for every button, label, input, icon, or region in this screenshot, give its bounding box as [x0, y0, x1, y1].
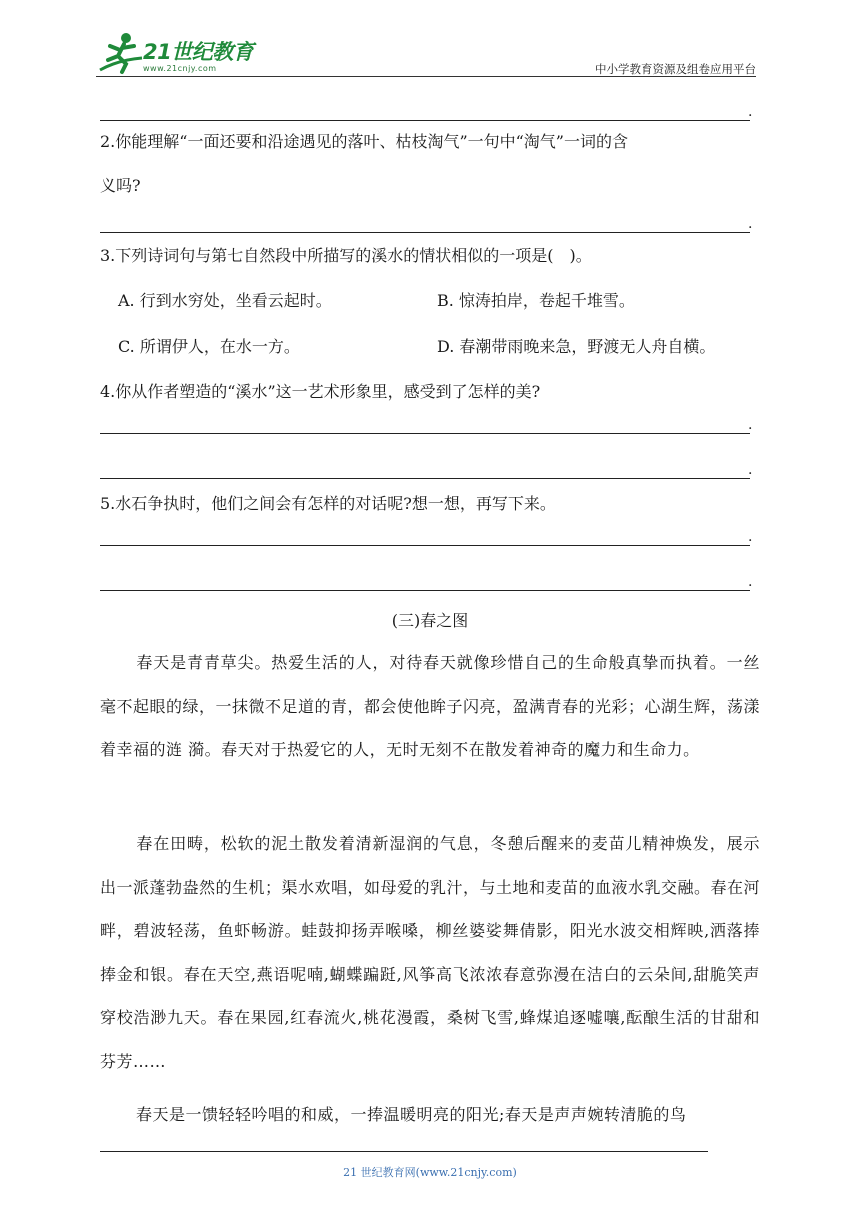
- logo-text: 21世纪教育: [143, 40, 254, 64]
- footer-text: 21 世纪教育网(www.21cnjy.com): [343, 1166, 517, 1179]
- option-d: D. 春潮带雨晚来急，野渡无人舟自横。: [437, 337, 716, 356]
- question-5: 5.水石争执时，他们之间会有怎样的对话呢?想一想，再写下来。: [100, 494, 556, 513]
- passage-paragraph-1: [100, 641, 760, 772]
- answer-line: [100, 545, 750, 546]
- answer-line-end: .: [748, 462, 753, 478]
- answer-line-end: .: [748, 529, 753, 545]
- passage-paragraph-2: [100, 822, 760, 1083]
- header-divider: [96, 76, 756, 77]
- option-a: A. 行到水穷处，坐看云起时。: [118, 291, 332, 310]
- answer-line: [100, 590, 750, 591]
- answer-line-end: .: [748, 216, 753, 232]
- answer-line: [100, 232, 750, 233]
- answer-line: [100, 478, 750, 479]
- question-2-line-1: 2.你能理解“一面还要和沿途遇见的落叶、枯枝淘气”一句中“淘气”一词的含: [100, 132, 628, 151]
- platform-name: 中小学教育资源及组卷应用平台: [595, 62, 756, 76]
- section-title: (三)春之图: [391, 611, 469, 630]
- answer-line-end: .: [748, 104, 753, 120]
- answer-line-end: .: [748, 417, 753, 433]
- option-b: B. 惊涛拍岸，卷起千堆雪。: [437, 291, 635, 310]
- paragraph-1-text: 春天是青青草尖。热爱生活的人，对待春天就像珍惜自己的生命般真挚而执着。一丝毫不起眼的绿，一抹微不足道的青，都会使他眸子闪亮，盈满青春的光彩；心湖生辉，荡漾着幸福的涟 漪。春天对于热爱它的人，无时无刻不在散发着神奇的魔力和生命力。: [100, 653, 761, 759]
- paragraph-2-text: 春在田畴，松软的泥土散发着清新湿润的气息，冬憩后醒来的麦苗儿精神焕发，展示出一派蓬勃盎然的生机；渠水欢唱，如母爱的乳汁，与土地和麦苗的血液水乳交融。春在河畔，碧波轻荡，鱼虾畅游。蛙鼓抑扬弄喉嗓，柳丝婆娑舞倩影，阳光水波交相辉映,洒落捧捧金和银。春在天空,燕语呢喃,蝴蝶蹁跹,风筝高飞浓浓春意弥漫在洁白的云朵间,甜脆笑声穿校浩渺九天。春在果园,红春流火,桃花漫霞，桑树飞雪,蜂煤追逐嘘嚷,酝酿生活的甘甜和芬芳……: [100, 834, 761, 1071]
- question-4: 4.你从作者塑造的“溪水”这一艺术形象里，感受到了怎样的美?: [100, 382, 541, 401]
- paragraph-3-text: 春天是一馈轻轻吟唱的和威，一捧温暖明亮的阳光;春天是声声婉转清脆的鸟: [136, 1105, 687, 1124]
- passage-paragraph-3: [100, 1093, 760, 1137]
- answer-line-end: .: [748, 574, 753, 590]
- question-3: 3.下列诗词句与第七自然段中所描写的溪水的情状相似的一项是( )。: [100, 246, 592, 265]
- question-2-line-2: 义吗?: [100, 176, 141, 195]
- runner-logo-icon: [96, 30, 146, 76]
- logo-url: www.21cnjy.com: [143, 64, 217, 73]
- footer-divider: [100, 1151, 708, 1152]
- answer-line: [100, 120, 750, 121]
- answer-line: [100, 433, 750, 434]
- option-c: C. 所谓伊人，在水一方。: [118, 337, 300, 356]
